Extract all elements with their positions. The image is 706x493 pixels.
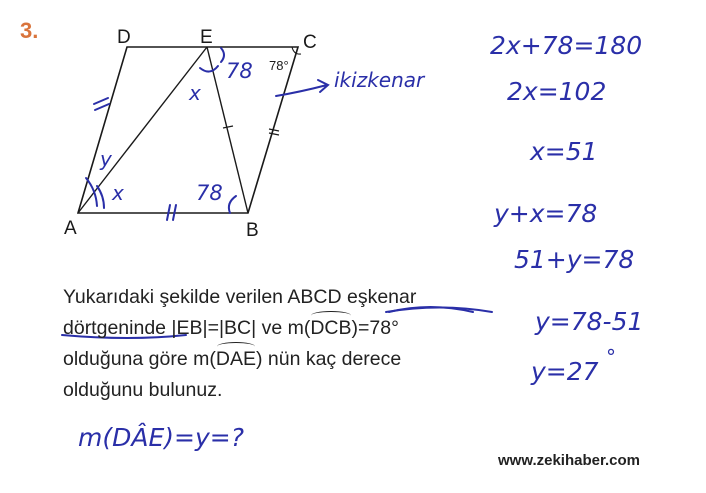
problem-text	[63, 282, 533, 406]
solution-degree: °	[606, 345, 616, 369]
solution-line-7: y=27	[531, 357, 599, 386]
hand-arc-b	[229, 196, 236, 213]
hand-arc-e	[200, 66, 218, 72]
solution-line-2: 2x=102	[507, 77, 607, 106]
handwritten-question: m(DÂE)=y=?	[78, 423, 244, 452]
hand-78-bottom: 78	[196, 181, 223, 205]
tick-eb	[223, 126, 233, 128]
vertex-label-a: A	[64, 218, 77, 239]
solution-line-5: 51+y=78	[514, 245, 635, 274]
problem-line-4: olduğunu bulunuz.	[63, 379, 223, 401]
website-watermark: www.zekihaber.com	[498, 452, 640, 469]
solution-line-1: 2x+78=180	[490, 31, 643, 60]
hand-arc-e-right	[221, 48, 224, 62]
hand-78-top: 78	[226, 59, 253, 83]
hand-tick-ad-2	[95, 104, 109, 110]
question-number: 3.	[20, 18, 39, 43]
angle-label-c: 78°	[269, 58, 289, 73]
problem-line-2: dörtgeninde |EB|=|BC| ve m(DCB)=78°	[63, 313, 533, 344]
hand-tick-ad-1	[94, 98, 108, 104]
problem-line-3: olduğuna göre m(DAE) nün kaç derece	[63, 344, 533, 375]
hand-x-top: x	[189, 81, 201, 105]
hand-x-bottom: x	[112, 181, 124, 205]
solution-line-4: y+x=78	[494, 199, 598, 228]
problem-line-1: Yukarıdaki şekilde verilen ABCD eşkenar	[63, 286, 417, 308]
solution-line-3: x=51	[530, 137, 598, 166]
solution-line-6: y=78-51	[535, 307, 644, 336]
vertex-label-d: D	[117, 27, 131, 48]
vertex-label-e: E	[200, 27, 213, 48]
hand-arc-a-inner	[97, 186, 104, 208]
arc-dcb: DCB	[310, 313, 351, 344]
tick-bc-2	[269, 133, 279, 135]
hand-ikizkenar: ikizkenar	[334, 68, 425, 92]
hand-y: y	[100, 147, 112, 171]
vertex-label-c: C	[303, 32, 317, 53]
vertex-label-b: B	[246, 220, 259, 241]
arc-dae: DAE	[216, 344, 256, 375]
